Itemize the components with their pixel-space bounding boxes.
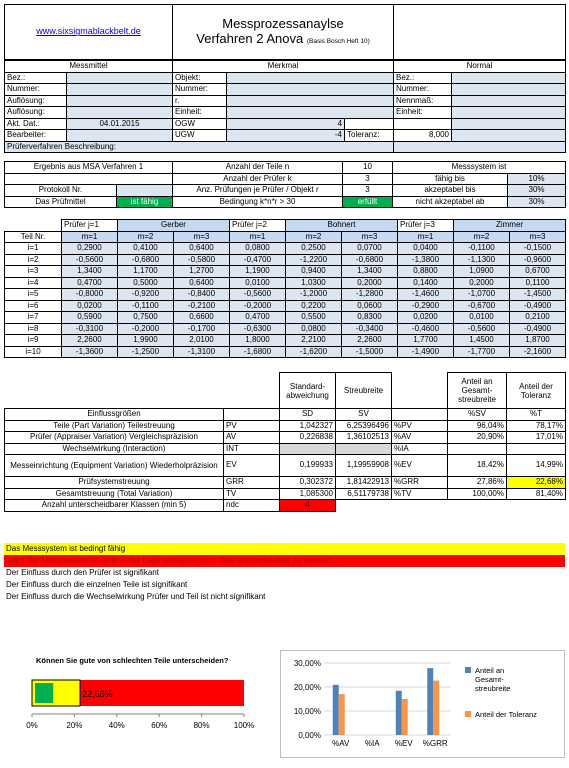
- anova-code: INT: [224, 443, 280, 455]
- anova-row: [5, 443, 566, 455]
- normal-header: Normal: [394, 61, 566, 73]
- ndc-value: 4: [280, 500, 336, 512]
- measurement-cell[interactable]: 1,1900: [230, 266, 286, 278]
- toleranz-value: 8,000: [394, 130, 452, 142]
- anova-sv: 6,25396496: [336, 420, 392, 432]
- teil-nr-header: Teil Nr.: [5, 231, 62, 243]
- measurement-cell[interactable]: -0,3400: [342, 323, 398, 335]
- anova-pct-code: %TV: [392, 488, 448, 500]
- nennmass-field[interactable]: [452, 95, 566, 107]
- anova-sv-pct: 20,90%: [448, 432, 507, 444]
- anova-sv: 1,36102513: [336, 432, 392, 444]
- measurement-cell[interactable]: -2,1600: [510, 346, 566, 358]
- website-cell: [5, 5, 173, 60]
- bearbeiter-label: Bearbeiter:: [5, 130, 67, 142]
- bar-chart-panel: [280, 650, 565, 758]
- aufloesung-label: Auflösung:: [5, 95, 67, 107]
- measurement-cell[interactable]: 0,4100: [118, 243, 174, 255]
- akt-dat-field[interactable]: 04.01.2015: [67, 118, 173, 130]
- x-tick-label: %AV: [332, 739, 350, 748]
- measurement-cell[interactable]: 0,6600: [174, 312, 230, 324]
- anova-sv-pct: 100,00%: [448, 488, 507, 500]
- measurement-cell[interactable]: 1,3400: [62, 266, 118, 278]
- measurement-cell[interactable]: -1,4900: [398, 346, 454, 358]
- measurement-cell[interactable]: 1,0300: [286, 277, 342, 289]
- gauge-chart: [8, 666, 274, 766]
- measurement-cell[interactable]: -0,4900: [510, 300, 566, 312]
- measurement-cell[interactable]: -0,4900: [510, 323, 566, 335]
- basis-note: (Basis Bosch Heft 10): [306, 37, 370, 45]
- y-tick-label: 30,00%: [293, 659, 321, 668]
- measurement-cell[interactable]: 1,0900: [454, 266, 510, 278]
- anova-sv: 6,51179738: [336, 488, 392, 500]
- protokoll-field[interactable]: [117, 185, 173, 197]
- m-header: m=2: [454, 231, 510, 243]
- bar-chart: [281, 651, 564, 757]
- measurement-cell[interactable]: 2,2600: [342, 335, 398, 347]
- akt-dat-label: Akt. Dat.:: [5, 118, 67, 130]
- measurement-cell[interactable]: 0,1400: [398, 277, 454, 289]
- anova-sd: 0,226838: [280, 432, 336, 444]
- anova-row: [5, 477, 566, 489]
- ndc-label: Anzahl unterscheidbarer Klassen (min 5): [5, 500, 224, 512]
- part-index: i=7: [5, 312, 62, 324]
- conclusion-2: (ndc) Der Messprozess ist nicht in der Lage genügend viele Teile unterscheidbar zu messen: [4, 555, 565, 567]
- measurement-cell[interactable]: -0,5600: [230, 289, 286, 301]
- measurement-cell[interactable]: 0,2000: [454, 277, 510, 289]
- measurement-cell[interactable]: -1,3600: [62, 346, 118, 358]
- measurement-cell[interactable]: 0,2100: [510, 312, 566, 324]
- merkmal-nummer-field[interactable]: [227, 84, 394, 96]
- nicht-akzeptabel-value: 30%: [508, 196, 566, 208]
- header-blank: [394, 5, 566, 60]
- pruefer-1-name: Gerber: [118, 220, 230, 232]
- y-tick-label: 10,00%: [293, 707, 321, 716]
- anova-sv-pct: 96,04%: [448, 420, 507, 432]
- measurement-cell[interactable]: -0,6300: [230, 323, 286, 335]
- measurement-cell[interactable]: 0,0200: [62, 300, 118, 312]
- gauge-tick-label: 80%: [193, 721, 210, 730]
- gauge-tick-label: 40%: [108, 721, 125, 730]
- conclusions: [4, 543, 565, 603]
- pruefer-3-name: Zimmer: [454, 220, 566, 232]
- objekt-field[interactable]: [227, 72, 394, 84]
- messmittel-header: Messmittel: [5, 61, 173, 73]
- anova-sd: 0,199933: [280, 455, 336, 477]
- anova-row: [5, 432, 566, 444]
- anteil-tol-header: Anteil der Toleranz: [507, 373, 566, 409]
- measurement-cell[interactable]: 2,0100: [174, 335, 230, 347]
- measurement-cell[interactable]: 0,7500: [118, 312, 174, 324]
- form-table: [4, 60, 566, 153]
- bar-0: [333, 685, 339, 735]
- measurement-cell[interactable]: 0,5900: [62, 312, 118, 324]
- part-index: i=9: [5, 335, 62, 347]
- measurements-table: [4, 219, 566, 358]
- anova-row: [5, 455, 566, 477]
- y-tick-label: 0,00%: [298, 731, 321, 740]
- anova-label: Prüfsystemstreuung: [5, 477, 224, 489]
- m-header: m=3: [174, 231, 230, 243]
- measurement-row: [5, 277, 566, 289]
- einheit-field[interactable]: [227, 107, 394, 119]
- measurement-cell[interactable]: 2,2100: [286, 335, 342, 347]
- messsystem-ist: Messsystem ist: [393, 162, 566, 174]
- normal-bez-label: Bez.:: [394, 72, 452, 84]
- header-table: [4, 4, 566, 60]
- faehig-bis-label: fähig bis: [393, 173, 508, 185]
- r-field[interactable]: [227, 95, 394, 107]
- normal-blank-label: [394, 118, 452, 130]
- einheit-label: Einheit:: [173, 107, 227, 119]
- anova-pct-code: %AV: [392, 432, 448, 444]
- sv-pct-header: %SV: [448, 409, 507, 421]
- anova-code: TV: [224, 488, 280, 500]
- anova-sv-pct: [448, 443, 507, 455]
- measurement-cell[interactable]: -0,1700: [174, 323, 230, 335]
- ugw-field[interactable]: -4: [227, 130, 345, 142]
- r-label: r.: [173, 95, 227, 107]
- akzeptabel-bis-value: 30%: [508, 185, 566, 197]
- measurement-cell[interactable]: 0,4700: [62, 277, 118, 289]
- sv-header: SV: [336, 409, 392, 421]
- gauge-tick-label: 100%: [233, 721, 255, 730]
- pruefer-2-label: Prüfer j=2: [230, 220, 286, 232]
- measurement-row: [5, 254, 566, 266]
- measurement-cell[interactable]: 0,1100: [510, 277, 566, 289]
- legend-swatch: [465, 711, 471, 717]
- m-header: m=1: [62, 231, 118, 243]
- legend-label: Anteil an Gesamt-streubreite: [475, 666, 511, 693]
- messmittel-nummer-field[interactable]: [67, 84, 173, 96]
- gauge-tick-label: 20%: [66, 721, 83, 730]
- anova-label: Messeinrichtung (Equipment Variation) Wiederholpräzision: [5, 455, 224, 477]
- ogw-field[interactable]: 4: [227, 118, 345, 130]
- measurement-cell[interactable]: -0,8400: [174, 289, 230, 301]
- measurement-cell[interactable]: 0,0200: [398, 312, 454, 324]
- measurement-cell[interactable]: -0,2000: [230, 300, 286, 312]
- conclusion-5: Der Einfluss durch die Wechselwirkung Prüfer und Teil ist nicht signifikant: [6, 591, 266, 601]
- streu-header: Streubreite: [336, 373, 392, 409]
- m-header: m=2: [118, 231, 174, 243]
- measurement-cell[interactable]: -1,6800: [230, 346, 286, 358]
- conclusion-4: Der Einfluss durch die einzelnen Teile ist signifikant: [6, 579, 188, 589]
- pruefer-3-label: Prüfer j=3: [398, 220, 454, 232]
- merkmal-header: Merkmal: [173, 61, 394, 73]
- measurement-cell[interactable]: 1,2700: [174, 266, 230, 278]
- prueferverfahren-field[interactable]: Prüferverfahren Beschreibung:: [5, 141, 394, 153]
- anova-row: [5, 488, 566, 500]
- part-index: i=4: [5, 277, 62, 289]
- measurement-row: [5, 243, 566, 255]
- measurement-cell[interactable]: 0,8800: [398, 266, 454, 278]
- normal-blank-field[interactable]: [452, 118, 566, 130]
- measurement-cell[interactable]: -1,0700: [454, 289, 510, 301]
- measurement-cell[interactable]: 1,1700: [118, 266, 174, 278]
- measurement-cell[interactable]: 0,2000: [342, 277, 398, 289]
- toleranz-label: Toleranz:: [345, 130, 394, 142]
- gauge-title: Können Sie gute von schlechten Teile unterscheiden?: [36, 656, 229, 665]
- measurement-cell[interactable]: 0,2500: [286, 243, 342, 255]
- anzahl-teile-value: 10: [343, 162, 393, 174]
- anzahl-teile-label: Anzahl der Teile n: [173, 162, 343, 174]
- gauge-tick-label: 0%: [26, 721, 38, 730]
- anova-label: Wechselwirkung (Interaction): [5, 443, 224, 455]
- pruefer-2-name: Bohnert: [286, 220, 398, 232]
- sheet: [4, 4, 565, 748]
- conclusion-3: Der Einfluss durch den Prüfer ist signifikant: [6, 567, 159, 577]
- measurement-cell[interactable]: -1,6200: [286, 346, 342, 358]
- measurement-cell[interactable]: -1,1300: [454, 254, 510, 266]
- einfluss-header: Einflussgrößen: [5, 409, 224, 421]
- measurement-cell[interactable]: 0,6400: [174, 277, 230, 289]
- measurement-cell[interactable]: 1,8700: [510, 335, 566, 347]
- bar-0: [396, 691, 402, 735]
- measurement-row: [5, 312, 566, 324]
- normal-bez-field[interactable]: [452, 72, 566, 84]
- anova-pct-code: %EV: [392, 455, 448, 477]
- bez-label: Bez.:: [5, 72, 67, 84]
- measurement-cell[interactable]: 0,0100: [230, 277, 286, 289]
- part-index: i=6: [5, 300, 62, 312]
- anova-row: [5, 420, 566, 432]
- measurement-cell[interactable]: -1,2500: [118, 346, 174, 358]
- page-subtitle: [175, 31, 391, 49]
- ugw-label: UGW: [173, 130, 227, 142]
- measurement-cell[interactable]: -0,5600: [454, 323, 510, 335]
- anova-sd: 1,042327: [280, 420, 336, 432]
- anova-t-pct: [507, 443, 566, 455]
- measurement-cell[interactable]: 0,0600: [342, 300, 398, 312]
- normal-einheit-label: Einheit:: [394, 107, 452, 119]
- messmittel-aufloesung2-field[interactable]: [67, 107, 173, 119]
- nicht-akzeptabel-label: nicht akzeptabel ab: [393, 196, 508, 208]
- normal-nummer-label: Nummer:: [394, 84, 452, 96]
- measurement-cell[interactable]: -1,2200: [286, 254, 342, 266]
- anova-t-pct: 17,01%: [507, 432, 566, 444]
- anova-code: EV: [224, 455, 280, 477]
- akzeptabel-bis-label: akzeptabel bis: [393, 185, 508, 197]
- anova-sd: 0,302372: [280, 477, 336, 489]
- m-header: m=2: [286, 231, 342, 243]
- t-pct-header: %T: [507, 409, 566, 421]
- anteil-ges-header: Anteil an Gesamt-streubreite: [448, 373, 507, 409]
- bar-1: [433, 681, 439, 735]
- measurement-cell[interactable]: -1,2800: [342, 289, 398, 301]
- anova-t-pct: 22,68%: [507, 477, 566, 489]
- gauge-value-label: 22,68%: [82, 689, 113, 699]
- page-title: Messprozessanaylse: [222, 15, 344, 31]
- anova-code: AV: [224, 432, 280, 444]
- measurement-cell[interactable]: 0,4700: [230, 312, 286, 324]
- anova-table: [4, 372, 566, 512]
- measurement-cell[interactable]: -0,4600: [398, 323, 454, 335]
- measurement-cell[interactable]: 0,5500: [286, 312, 342, 324]
- faehig-bis-value: 10%: [508, 173, 566, 185]
- ogw-label: OGW: [173, 118, 227, 130]
- normal-extra-field[interactable]: [452, 130, 566, 142]
- measurement-cell[interactable]: -0,3100: [62, 323, 118, 335]
- std-header: Standard-abweichung: [280, 373, 336, 409]
- measurement-cell[interactable]: -0,4700: [230, 254, 286, 266]
- normal-nummer-field[interactable]: [452, 84, 566, 96]
- pruefmittel-label: Das Prüfmittel: [5, 196, 117, 208]
- m-header: m=1: [230, 231, 286, 243]
- anova-pct-code: %IA: [392, 443, 448, 455]
- measurement-cell[interactable]: 2,2600: [62, 335, 118, 347]
- protokoll-label: Protokoll Nr.: [5, 185, 117, 197]
- gauge-panel: [8, 650, 274, 760]
- measurement-cell[interactable]: 0,2900: [62, 243, 118, 255]
- y-tick-label: 20,00%: [293, 683, 321, 692]
- measurement-cell[interactable]: 0,0700: [342, 243, 398, 255]
- measurement-cell[interactable]: 0,0100: [454, 312, 510, 324]
- anova-label: Gesamtstreuung (Total Variation): [5, 488, 224, 500]
- measurement-cell[interactable]: -0,1500: [510, 243, 566, 255]
- measurement-cell[interactable]: 0,5000: [118, 277, 174, 289]
- normal-einheit-field[interactable]: [452, 107, 566, 119]
- measurement-row: [5, 289, 566, 301]
- measurement-cell[interactable]: -1,3100: [174, 346, 230, 358]
- pruefmittel-status: ist fähig: [117, 196, 173, 208]
- gauge-green-zone: [35, 683, 53, 703]
- objekt-label: Objekt:: [173, 72, 227, 84]
- measurement-row: [5, 323, 566, 335]
- measurement-cell[interactable]: 0,2200: [286, 300, 342, 312]
- anova-pct-code: %PV: [392, 420, 448, 432]
- gauge-tick-label: 60%: [151, 721, 168, 730]
- anova-label: Prüfer (Appraiser Variation) Vergleichspräzision: [5, 432, 224, 444]
- messmittel-aufloesung-field[interactable]: [67, 95, 173, 107]
- anzahl-pruefer-value: 3: [343, 173, 393, 185]
- measurement-cell[interactable]: -0,2100: [174, 300, 230, 312]
- part-index: i=5: [5, 289, 62, 301]
- measurement-cell[interactable]: -0,9200: [118, 289, 174, 301]
- m-header: m=3: [510, 231, 566, 243]
- measurement-cell[interactable]: 0,8300: [342, 312, 398, 324]
- measurement-cell[interactable]: -1,4500: [510, 289, 566, 301]
- measurement-cell[interactable]: -0,1100: [118, 300, 174, 312]
- anova-t-pct: 78,17%: [507, 420, 566, 432]
- website-link[interactable]: www.sixsigmablackbelt.de: [36, 26, 141, 37]
- ndc-code: ndc: [224, 500, 280, 512]
- measurement-cell[interactable]: -0,2000: [118, 323, 174, 335]
- x-tick-label: %IA: [364, 739, 380, 748]
- method-title: Verfahren 2 Anova: [196, 30, 304, 46]
- anova-sv: [336, 443, 392, 455]
- measurement-cell[interactable]: -0,5600: [62, 254, 118, 266]
- title-cell: [173, 5, 394, 60]
- prueferverfahren-field-2[interactable]: [394, 141, 566, 153]
- anova-pct-code: %GRR: [392, 477, 448, 489]
- measurement-cell[interactable]: -0,9600: [510, 254, 566, 266]
- measurement-cell[interactable]: -1,3800: [398, 254, 454, 266]
- msa-ergebnis: Ergebnis aus MSA Verfahren 1: [5, 162, 173, 174]
- measurement-cell[interactable]: 1,9900: [118, 335, 174, 347]
- measurement-cell[interactable]: 0,6400: [174, 243, 230, 255]
- pruefer-1-label: Prüfer j=1: [62, 220, 118, 232]
- part-index: i=1: [5, 243, 62, 255]
- measurement-cell[interactable]: -1,4600: [398, 289, 454, 301]
- nennmass-label: Nennmaß:: [394, 95, 452, 107]
- measurement-cell[interactable]: 0,6700: [510, 266, 566, 278]
- measurement-cell[interactable]: 0,0400: [398, 243, 454, 255]
- legend-swatch: [465, 667, 471, 673]
- part-index: i=8: [5, 323, 62, 335]
- anova-sv: 1,81422913: [336, 477, 392, 489]
- measurement-row: [5, 300, 566, 312]
- bedingung-status: erfüllt: [343, 196, 393, 208]
- measurement-cell[interactable]: -1,2000: [286, 289, 342, 301]
- bedingung-label: Bedingung k*n*r > 30: [173, 196, 343, 208]
- measurement-row: [5, 335, 566, 347]
- x-tick-label: %GRR: [422, 739, 448, 748]
- nummer-label: Nummer:: [5, 84, 67, 96]
- measurement-cell[interactable]: 1,3400: [342, 266, 398, 278]
- measurement-cell[interactable]: -0,1100: [454, 243, 510, 255]
- anz-pruefungen-value: 3: [343, 185, 393, 197]
- conclusion-1: Das Messsystem ist bedingt fähig: [4, 543, 565, 555]
- measurement-cell[interactable]: 1,7700: [398, 335, 454, 347]
- anova-t-pct: 81,40%: [507, 488, 566, 500]
- measurement-row: [5, 266, 566, 278]
- anova-label: Teile (Part Variation) Teilestreuung: [5, 420, 224, 432]
- anova-code: PV: [224, 420, 280, 432]
- merkmal-nummer-label: Nummer:: [173, 84, 227, 96]
- measurement-cell[interactable]: -0,2900: [398, 300, 454, 312]
- part-index: i=10: [5, 346, 62, 358]
- anova-t-pct: 14,99%: [507, 455, 566, 477]
- anova-sd: [280, 443, 336, 455]
- anz-pruefungen-label: Anz. Prüfungen je Prüfer / Objekt r: [173, 185, 343, 197]
- legend-label: Anteil der Toleranz: [475, 710, 537, 719]
- sd-header: SD: [280, 409, 336, 421]
- x-tick-label: %EV: [394, 739, 413, 748]
- measurement-cell[interactable]: 0,0800: [230, 243, 286, 255]
- anzahl-pruefer-label: Anzahl der Prüfer k: [173, 173, 343, 185]
- anova-sv-pct: 18,42%: [448, 455, 507, 477]
- measurement-cell[interactable]: 1,8000: [230, 335, 286, 347]
- measurement-cell[interactable]: -0,6800: [342, 254, 398, 266]
- measurement-cell[interactable]: -0,8000: [62, 289, 118, 301]
- measurement-cell[interactable]: -0,5800: [174, 254, 230, 266]
- anova-code: GRR: [224, 477, 280, 489]
- part-index: i=3: [5, 266, 62, 278]
- measurement-cell[interactable]: 0,9400: [286, 266, 342, 278]
- aufloesung2-label: Auflösung:: [5, 107, 67, 119]
- msa-table: [4, 161, 566, 208]
- part-index: i=2: [5, 254, 62, 266]
- bar-0: [427, 668, 433, 735]
- m-header: m=3: [342, 231, 398, 243]
- messmittel-bez-field[interactable]: [67, 72, 173, 84]
- anova-sd: 1,085300: [280, 488, 336, 500]
- bearbeiter-field[interactable]: [67, 130, 173, 142]
- measurement-cell[interactable]: 1,4500: [454, 335, 510, 347]
- measurement-row: [5, 346, 566, 358]
- anova-sv: 1,19959908: [336, 455, 392, 477]
- m-header: m=1: [398, 231, 454, 243]
- anova-sv-pct: 27,86%: [448, 477, 507, 489]
- bar-1: [402, 699, 408, 735]
- measurement-cell[interactable]: 0,0800: [286, 323, 342, 335]
- measurement-cell[interactable]: -0,6700: [454, 300, 510, 312]
- measurement-cell[interactable]: -1,7700: [454, 346, 510, 358]
- measurement-cell[interactable]: -0,6800: [118, 254, 174, 266]
- bar-1: [339, 694, 345, 735]
- measurement-cell[interactable]: -1,5000: [342, 346, 398, 358]
